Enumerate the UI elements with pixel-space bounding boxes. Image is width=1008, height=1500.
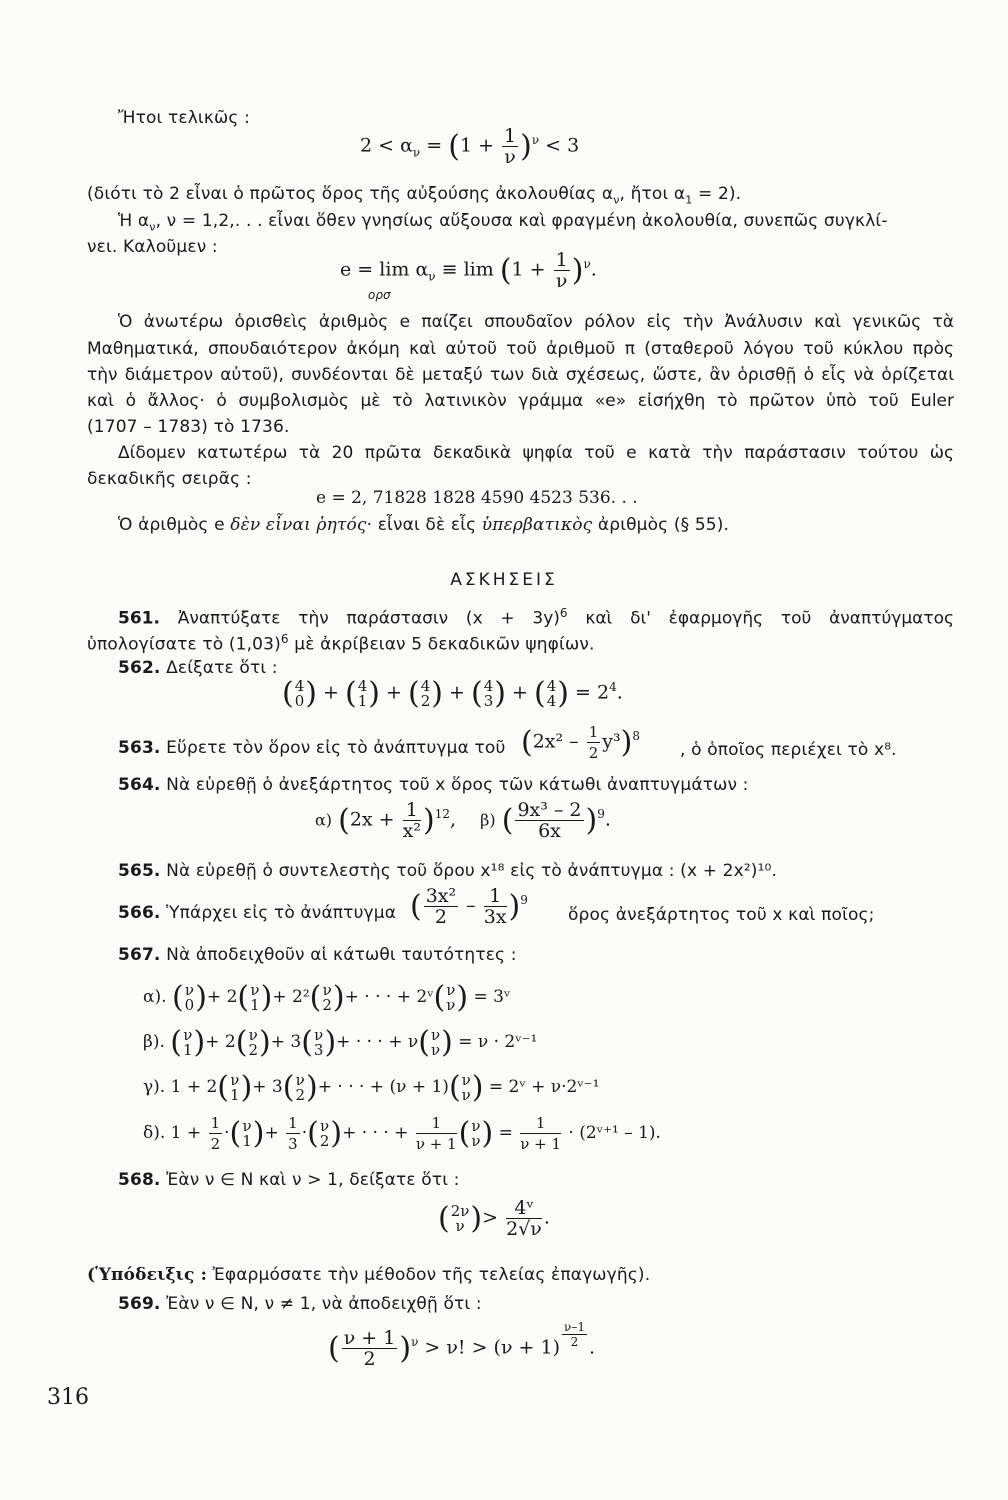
la: α). [143, 987, 167, 1007]
ex562-result: = 2 [575, 681, 610, 704]
ex569-expd: 2 [570, 1335, 579, 1349]
e-def: e = lim α [340, 258, 429, 281]
plus2: + [386, 681, 402, 704]
ex566-n2: 1 [484, 886, 507, 907]
ex569-end: . [588, 1336, 596, 1359]
ex567-text: Νὰ ἀποδειχθοῦν αἱ κάτωθι ταυτότητες : [166, 945, 517, 965]
frac-1-nu [502, 126, 518, 167]
ex564-bnum: 9x³ – 2 [517, 799, 582, 821]
ex561-c: ὑπολογίσατε τὸ (1,03) [87, 634, 281, 655]
ex563-half-den: 2 [588, 744, 599, 762]
ex566-expr: ( $\frac{\text{3x²}}{2}$ – $\frac{1}{3x}$ )$^9$ [410, 885, 528, 928]
ex565-num: 565. [118, 861, 161, 881]
ex568-num: 568. [118, 1170, 161, 1190]
ex563-line [118, 738, 505, 758]
ex569-text: Ἐὰν ν ∈ N, ν ≠ 1, νὰ ἀποδειχθῇ ὅτι : [166, 1294, 482, 1314]
l4-sub: ν [149, 220, 156, 234]
ex568-hint [87, 1265, 650, 1285]
inequality-formula [360, 126, 579, 167]
binom-4-3: 4 3 [483, 676, 494, 710]
para-1-line-4: καὶ ὁ ἄλλος· ὁ συμβολισμὸς μὲ τὸ λατινικὸν γράμμα «e» εἰσήχθη τὸ πρῶτον ὑπὸ τοῦ Euler [87, 391, 954, 411]
equiv-lim: ≡ lim [435, 258, 500, 281]
ex569-frac [342, 1328, 398, 1369]
binom-4-1: 4 1 [357, 676, 368, 710]
ex562-text: Δείξατε ὅτι : [166, 658, 278, 678]
r1b: δὲν εἶναι ῥητός· [230, 515, 373, 535]
one-plus: 1 + [459, 134, 501, 157]
one-plus2: 1 + [511, 258, 552, 281]
ex563-a: Εὕρετε τὸν ὅρον εἰς τὸ ἀνάπτυγμα τοῦ [166, 738, 506, 758]
intro-line-5: νει. Καλοῦμεν : [87, 237, 218, 257]
ex563-y3: y³ [602, 730, 621, 753]
ex563-x: 2x² – [532, 730, 585, 753]
ex561-num: 561. [118, 608, 160, 629]
binom-4-4: 4 4 [546, 676, 557, 710]
dots-c: + · · · + [317, 1077, 385, 1097]
ex566-b: ὅρος ἀνεξάρτητος τοῦ x καὶ ποῖος; [568, 905, 875, 925]
ex564-exp9: 9 [597, 807, 605, 822]
ex565-text: Νὰ εὑρεθῇ ὁ συντελεστὴς τοῦ ὅρου x¹⁸ εἰς τὸ ἀνάπτυγμα : (x + 2x²)¹⁰. [166, 861, 778, 881]
lparen2: ( [499, 253, 512, 288]
l4b: , ν = 1,2,. . . εἶναι ὅθεν γνησίως αὔξουσα καὶ φραγμένη ἀκολουθία, συνεπῶς συγκλί- [155, 211, 888, 231]
e-value: e = 2, 71828 1828 4590 4523 536. . . [316, 488, 638, 508]
ex561-line-2 [87, 632, 595, 655]
section-title: ΑΣΚΗΣΕΙΣ [450, 570, 558, 590]
binom-4-0: 4 0 [294, 676, 305, 710]
ex563-half: $\frac{1}{2}$ [588, 723, 599, 762]
ex564-exp12: 12 [434, 807, 450, 822]
ex568-d: 2√ν [506, 1218, 542, 1240]
intro-line-1: Ἤτοι τελικῶς : [118, 108, 250, 128]
rd: · (2ᵛ⁺¹ – 1). [568, 1123, 661, 1143]
dot: . [590, 258, 597, 281]
ex562-line [118, 658, 278, 678]
ex561-a: Ἀναπτύξατε τὴν παράστασιν (x + 3y) [177, 608, 560, 629]
binom-4-2: 4 2 [420, 676, 431, 710]
ex567-num: 567. [118, 945, 161, 965]
ex564-frac-a: $\frac{1}{\text{x²}}$ [402, 799, 421, 842]
ex564-alpha: α) [315, 810, 333, 830]
ex562-num: 562. [118, 658, 161, 678]
ex566-a: Ὑπάρχει εἰς τὸ ἀνάπτυγμα [166, 903, 397, 923]
ex564-beta: β) [480, 810, 496, 830]
l4a: Ἡ α [118, 211, 150, 231]
d-one: 1 [416, 1113, 457, 1134]
lb: β). [143, 1032, 165, 1052]
eq: = [420, 134, 449, 157]
ex564-line [118, 775, 749, 795]
rc: = 2ᵛ + ν·2ᵛ⁻¹ [488, 1077, 600, 1097]
dots-d: + · · · + [342, 1123, 409, 1143]
exp-nu: ν [531, 133, 540, 148]
ex561-line-1 [118, 606, 954, 629]
page-number: 316 [47, 1385, 89, 1410]
ex564-text: Νὰ εὑρεθῇ ὁ ἀνεξάρτητος τοῦ x ὅρος τῶν κάτωθι ἀναπτυγμάτων : [166, 775, 749, 795]
frac-den: ν [504, 146, 516, 168]
d-two: 2 [210, 1135, 221, 1153]
para-3 [118, 515, 729, 535]
ex561-d: μὲ ἀκρίβειαν 5 δεκαδικῶν ψηφίων. [288, 634, 595, 655]
r1a: Ὁ ἀριθμὸς e [118, 515, 231, 535]
ex568-line [118, 1170, 460, 1190]
ex563-exp: 8 [632, 729, 640, 744]
ex566-f1 [424, 886, 458, 927]
para-1-line-2: Μαθηματικά, σπουδαιότερον ἀκόμη καὶ αὐτοῦ τοῦ ἀριθμοῦ π (σταθεροῦ λόγου τοῦ κύκλου πρὸς [87, 339, 954, 359]
dots-a: + · · · + [344, 987, 411, 1007]
rb: = ν · 2ᵛ⁻¹ [458, 1032, 538, 1052]
r1c: εἶναι δὲ εἷς [372, 515, 482, 535]
r1e: ἀριθμὸς (§ 55). [592, 515, 730, 535]
ex563-num: 563. [118, 738, 161, 758]
plus4: + [512, 681, 528, 704]
ex562-formula: (4 0) + (4 1) + (4 2) + (4 3) + (4 $4) = 2^4$. [282, 676, 623, 711]
dots-b: + · · · + [336, 1032, 403, 1052]
ex568-frac [506, 1198, 542, 1239]
l3-sub1: 1 [685, 193, 693, 207]
r1d: ὑπερβατικὸς [481, 515, 593, 535]
intro-line-4 [118, 211, 888, 233]
ex564-aexpr: 2x + [349, 808, 401, 831]
ex568-formula: (2ν ν )> $\frac{\text{4ᵛ}}{2√\nu}$ . [438, 1197, 550, 1240]
ex569-expn: ν–1 [564, 1320, 585, 1334]
para-2-line-2: δεκαδικῆς σειρᾶς : [87, 469, 252, 489]
plus1: + [323, 681, 339, 704]
ex567-line [118, 945, 517, 965]
or-sub: ορσ [368, 288, 391, 302]
para-1-line-1: Ὁ ἀνωτέρω ὁρισθεὶς ἀριθμὸς e παίζει σπουδαῖον ρόλον εἰς τὴν Ἀνάλυσιν καὶ γενικῶς τὰ [118, 312, 954, 332]
ex569-formula: ( $\frac{\nu + 1}{2}$ )$^\nu$ > ν! > (ν + 1) $\frac{\nu-1}{2}$ . [328, 1320, 596, 1370]
ex568-text: Ἐὰν ν ∈ N καὶ ν > 1, δείξατε ὅτι : [166, 1170, 460, 1190]
ex566-line [118, 903, 396, 923]
ex564-num: 564. [118, 775, 161, 795]
frac-1-nu-2 [554, 250, 570, 291]
ex568-n: 4ᵛ [506, 1198, 542, 1219]
para-2-line-1: Δίδομεν κατωτέρω τὰ 20 πρῶτα δεκαδικὰ ψηφία τοῦ e κατὰ τὴν παράστασιν τούτου ὡς [118, 443, 954, 463]
hint-label: (Ὑπόδειξις : [87, 1265, 208, 1285]
ex566-f2 [484, 886, 507, 927]
ex569-d: 2 [363, 1347, 376, 1370]
ex569-n: ν + 1 [343, 1326, 396, 1349]
para-1-line-5: (1707 – 1783) τὸ 1736. [87, 417, 290, 437]
l3b: , ἤτοι α [619, 184, 686, 204]
rparen: ) [520, 129, 532, 164]
l3: (διότι τὸ 2 εἶναι ὁ πρῶτος ὅρος τῆς αὐξούσης ἀκολουθίας α [87, 184, 614, 204]
ex561-b: καὶ δι' ἐφαρμογῆς τοῦ ἀναπτύγματος [567, 608, 954, 629]
ex564-formula: α) (2x + $\frac{1}{\text{x²}}$ )$^{12}$, β) ( $\frac{\text{9x³ – 2}}{6x}$ )$^9$. [315, 799, 611, 842]
ex568-gt: > [482, 1206, 499, 1229]
ex563-expr: (2x² – $\frac{1}{2}$ y³)$^8$ [521, 723, 640, 762]
l3-sub: ν [613, 193, 620, 207]
identity-a: α). (ν 0)+ 2(ν 1)+ 2²(ν 2)+ · · · + 2ᵛ(ν ν) = 3ᵛ [143, 980, 511, 1015]
identity-b: β). (ν 1)+ 2(ν 2)+ 3(ν 3)+ · · · + ν(ν ν) = ν · 2ᵛ⁻¹ [143, 1025, 538, 1060]
ex564-bden: 6x [538, 820, 561, 842]
ex566-d1: 2 [434, 906, 447, 928]
ex564-frac-b [515, 800, 583, 841]
ineq-left: 2 < α [360, 134, 413, 157]
ex562-rexp: 4 [609, 680, 617, 695]
ex569-exp [562, 1320, 587, 1349]
d-vp1: ν + 1 [415, 1135, 457, 1153]
ex566-d2: 3x [483, 906, 507, 928]
ld: δ). [143, 1123, 166, 1143]
ex566-exp: 9 [520, 893, 528, 908]
nu-sub: ν [412, 145, 421, 160]
lc: γ). [143, 1077, 166, 1097]
ex563-b: , ὁ ὁποῖος περιέχει τὸ x⁸. [680, 740, 897, 760]
ex561-exp: 6 [559, 606, 568, 620]
frac2-den: ν [555, 270, 568, 292]
rparen2: ) [571, 253, 584, 288]
identity-c: γ). 1 + 2(ν 1)+ 3(ν 2)+ · · · + (ν + 1)(ν ν) = 2ᵛ + ν·2ᵛ⁻¹ [143, 1070, 600, 1105]
exp-nu2: ν [583, 257, 591, 272]
frac-num: 1 [504, 125, 517, 147]
d-vp1b: ν + 1 [520, 1135, 562, 1153]
ex566-n1: 3x² [425, 885, 457, 907]
lparen: ( [448, 129, 460, 164]
lt3: < 3 [539, 134, 580, 157]
frac2-num: 1 [555, 249, 568, 271]
para-1-line-3: τὴν διάμετρον αὐτοῦ), συνδέονται δὲ μεταξύ των διὰ σχέσεως, ὥστε, ἂν ὁρισθῇ ὁ εἷς νὰ ὁρίζεται [87, 365, 954, 385]
ex561-exp2: 6 [280, 632, 289, 646]
ra: = 3ᵛ [473, 987, 511, 1007]
ex569-line [118, 1294, 482, 1314]
plus3: + [449, 681, 465, 704]
ex565-line [118, 861, 777, 881]
ex569-mid: > ν! > (ν + 1) [418, 1336, 561, 1359]
identity-d: δ). 1 + $\frac{1}{2}$ ·(ν 1)+ $\frac{1}{3}$ ·(ν 2)+ · · · + $\frac{1}{\nu + 1}$ (ν ν) = $\frac{1}{\nu + 1}$ · (2ᵛ⁺¹ – 1). [143, 1114, 661, 1153]
ex569-num: 569. [118, 1294, 161, 1314]
l3c: = 2). [692, 184, 742, 204]
ex566-num: 566. [118, 903, 161, 923]
d-three: 3 [288, 1135, 298, 1153]
e-def-sub: ν [428, 269, 436, 284]
hint-text: Ἐφαρμόσατε τὴν μέθοδον τῆς τελείας ἐπαγωγῆς). [207, 1265, 651, 1285]
intro-line-3 [87, 184, 741, 206]
ex564-x2: x² [402, 820, 421, 842]
e-definition [340, 250, 597, 291]
